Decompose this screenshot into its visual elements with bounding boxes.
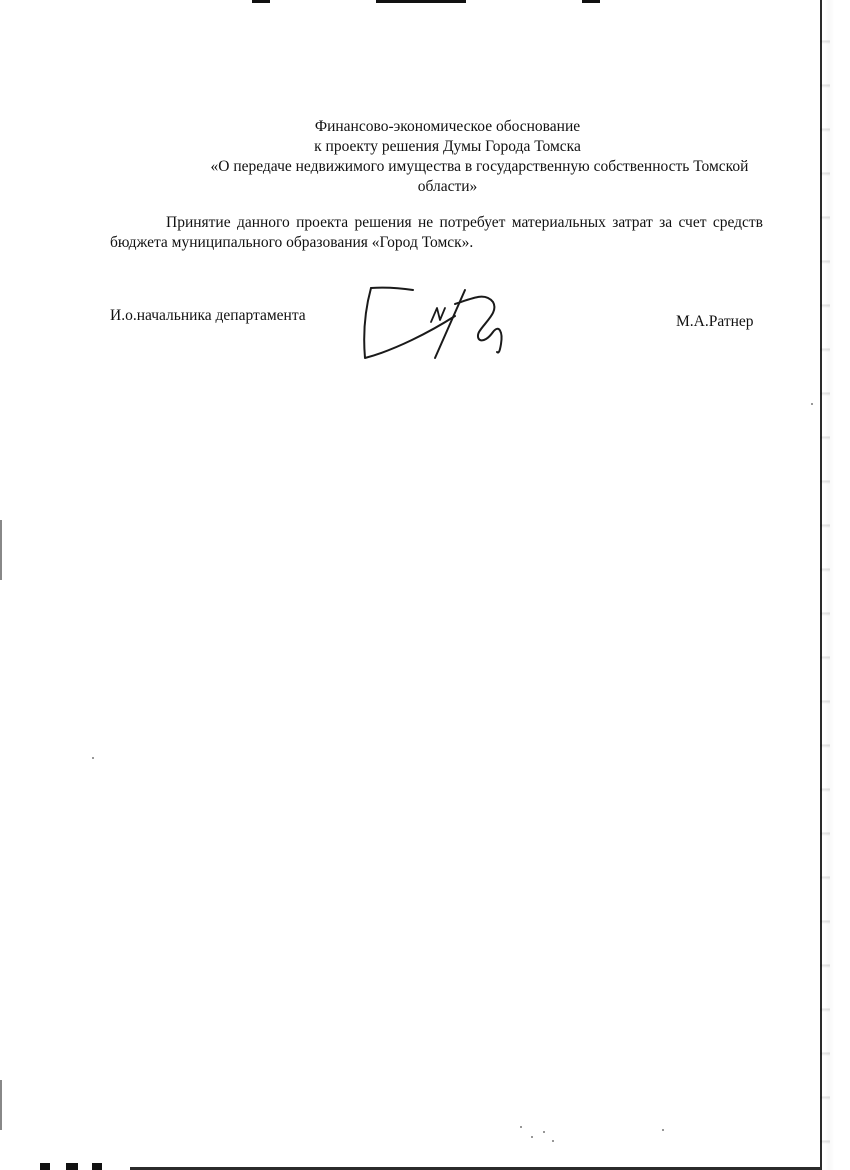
handwritten-signature — [355, 280, 525, 370]
scan-speck — [520, 1126, 522, 1128]
document-title — [110, 117, 765, 197]
title-line: «О передаче недвижимого имущества в государственную собственность Томской — [210, 158, 749, 175]
body-paragraph: Принятие данного проекта решения не потребует материальных затрат за счет средств бюджета муниципального образования «Город Томск». — [110, 214, 763, 251]
scan-left-edge — [0, 1080, 2, 1130]
scan-speck — [531, 1136, 533, 1138]
scan-top-mark — [582, 0, 600, 3]
scan-top-mark — [252, 0, 270, 3]
scan-bottom-mark — [66, 1163, 78, 1170]
scan-speck — [543, 1131, 545, 1133]
title-line: к проекту решения Думы Города Томска — [314, 138, 581, 155]
scan-bottom-mark — [92, 1163, 102, 1170]
scan-right-edge-noise — [820, 0, 830, 1170]
scan-speck — [92, 757, 94, 759]
scan-left-edge — [0, 520, 2, 580]
signatory-name: М.А.Ратнер — [676, 313, 754, 330]
scan-speck — [552, 1140, 554, 1142]
title-line: Финансово-экономическое обоснование — [314, 118, 581, 135]
scan-speck — [811, 403, 813, 405]
scan-speck — [662, 1129, 664, 1131]
title-line: области» — [417, 178, 478, 195]
signatory-position: И.о.начальника департамента — [110, 307, 306, 324]
scan-bottom-mark — [40, 1163, 50, 1170]
scan-top-mark — [376, 0, 466, 3]
